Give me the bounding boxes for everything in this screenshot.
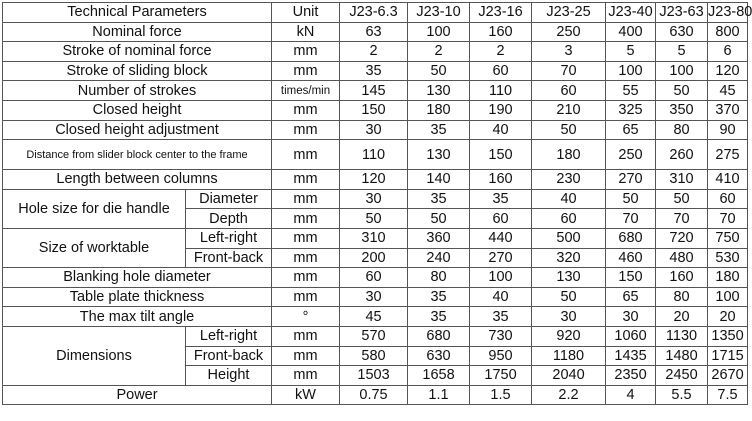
- value-cell: 1130: [656, 326, 708, 346]
- table-row: [3, 100, 748, 120]
- row-label: Closed height: [3, 100, 272, 120]
- table-row: [3, 268, 748, 288]
- value-cell: 110: [470, 81, 532, 101]
- value-cell: 680: [408, 326, 470, 346]
- value-cell: 2040: [532, 366, 606, 386]
- row-label: The max tilt angle: [3, 307, 272, 327]
- spec-table: [2, 2, 752, 405]
- unit-cell: mm: [272, 120, 340, 140]
- value-cell: 120: [340, 170, 408, 190]
- row-label: Closed height adjustment: [3, 120, 272, 140]
- value-cell: 530: [708, 248, 748, 268]
- row-label: Diameter: [186, 189, 272, 209]
- unit-cell: mm: [272, 170, 340, 190]
- value-cell: 70: [656, 209, 708, 229]
- value-cell: 240: [408, 248, 470, 268]
- value-cell: 80: [656, 120, 708, 140]
- value-cell: 2: [408, 42, 470, 62]
- table-row: [3, 228, 748, 248]
- value-cell: 270: [606, 170, 656, 190]
- value-cell: 30: [532, 307, 606, 327]
- header-model: J23-25: [532, 3, 606, 23]
- value-cell: 0.75: [340, 385, 408, 405]
- value-cell: 45: [340, 307, 408, 327]
- value-cell: 35: [470, 189, 532, 209]
- value-cell: 20: [708, 307, 748, 327]
- value-cell: 70: [606, 209, 656, 229]
- value-cell: 570: [340, 326, 408, 346]
- value-cell: 40: [532, 189, 606, 209]
- table-row: [3, 326, 748, 346]
- value-cell: 35: [470, 307, 532, 327]
- value-cell: 160: [470, 22, 532, 42]
- row-label: Power: [3, 385, 272, 405]
- value-cell: 110: [340, 140, 408, 170]
- value-cell: 90: [708, 120, 748, 140]
- unit-cell: mm: [272, 248, 340, 268]
- value-cell: 130: [408, 81, 470, 101]
- value-cell: 500: [532, 228, 606, 248]
- value-cell: 180: [408, 100, 470, 120]
- table-row: [3, 81, 748, 101]
- unit-cell: mm: [272, 61, 340, 81]
- value-cell: 35: [408, 307, 470, 327]
- value-cell: 920: [532, 326, 606, 346]
- value-cell: 1350: [708, 326, 748, 346]
- value-cell: 2350: [606, 366, 656, 386]
- value-cell: 1180: [532, 346, 606, 366]
- value-cell: 35: [408, 287, 470, 307]
- value-cell: 1715: [708, 346, 748, 366]
- value-cell: 140: [408, 170, 470, 190]
- group-label: Dimensions: [3, 326, 186, 385]
- value-cell: 100: [470, 268, 532, 288]
- row-label: Blanking hole diameter: [3, 268, 272, 288]
- value-cell: 50: [532, 120, 606, 140]
- value-cell: 1750: [470, 366, 532, 386]
- value-cell: 65: [606, 287, 656, 307]
- value-cell: 1060: [606, 326, 656, 346]
- value-cell: 50: [340, 209, 408, 229]
- group-label: Hole size for die handle: [3, 189, 186, 228]
- value-cell: 720: [656, 228, 708, 248]
- value-cell: 400: [606, 22, 656, 42]
- value-cell: 950: [470, 346, 532, 366]
- value-cell: 145: [340, 81, 408, 101]
- value-cell: 260: [656, 140, 708, 170]
- row-label: Left-right: [186, 228, 272, 248]
- unit-cell: °: [272, 307, 340, 327]
- value-cell: 20: [656, 307, 708, 327]
- unit-cell: mm: [272, 346, 340, 366]
- row-label: Front-back: [186, 248, 272, 268]
- value-cell: 800: [708, 22, 748, 42]
- value-cell: 5.5: [656, 385, 708, 405]
- value-cell: 200: [340, 248, 408, 268]
- table-row: [3, 140, 748, 170]
- value-cell: 30: [340, 120, 408, 140]
- value-cell: 320: [532, 248, 606, 268]
- value-cell: 6: [708, 42, 748, 62]
- value-cell: 40: [470, 287, 532, 307]
- value-cell: 2450: [656, 366, 708, 386]
- value-cell: 35: [408, 189, 470, 209]
- unit-cell: mm: [272, 287, 340, 307]
- value-cell: 750: [708, 228, 748, 248]
- row-label: Depth: [186, 209, 272, 229]
- value-cell: 2.2: [532, 385, 606, 405]
- value-cell: 70: [708, 209, 748, 229]
- row-label: Left-right: [186, 326, 272, 346]
- value-cell: 50: [656, 81, 708, 101]
- value-cell: 5: [656, 42, 708, 62]
- header-model: J23-16: [470, 3, 532, 23]
- value-cell: 460: [606, 248, 656, 268]
- table-row: [3, 287, 748, 307]
- unit-cell: kN: [272, 22, 340, 42]
- row-label: Height: [186, 366, 272, 386]
- value-cell: 150: [340, 100, 408, 120]
- value-cell: 275: [708, 140, 748, 170]
- unit-cell: mm: [272, 268, 340, 288]
- unit-cell: times/min: [272, 81, 340, 101]
- table-row: [3, 189, 748, 209]
- row-label: Front-back: [186, 346, 272, 366]
- value-cell: 270: [470, 248, 532, 268]
- value-cell: 35: [408, 120, 470, 140]
- header-param-label: Technical Parameters: [3, 3, 272, 23]
- value-cell: 70: [532, 61, 606, 81]
- row-label: Nominal force: [3, 22, 272, 42]
- value-cell: 100: [606, 61, 656, 81]
- value-cell: 35: [340, 61, 408, 81]
- value-cell: 7.5: [708, 385, 748, 405]
- value-cell: 630: [408, 346, 470, 366]
- row-label: Stroke of sliding block: [3, 61, 272, 81]
- value-cell: 50: [656, 189, 708, 209]
- unit-cell: mm: [272, 189, 340, 209]
- value-cell: 160: [656, 268, 708, 288]
- value-cell: 1435: [606, 346, 656, 366]
- value-cell: 60: [470, 209, 532, 229]
- value-cell: 120: [708, 61, 748, 81]
- value-cell: 250: [532, 22, 606, 42]
- unit-cell: mm: [272, 140, 340, 170]
- value-cell: 80: [408, 268, 470, 288]
- value-cell: 100: [408, 22, 470, 42]
- value-cell: 65: [606, 120, 656, 140]
- value-cell: 680: [606, 228, 656, 248]
- value-cell: 210: [532, 100, 606, 120]
- table-row: [3, 42, 748, 62]
- value-cell: 180: [532, 140, 606, 170]
- value-cell: 60: [708, 189, 748, 209]
- value-cell: 440: [470, 228, 532, 248]
- header-model: J23-80: [708, 4, 752, 21]
- unit-cell: mm: [272, 228, 340, 248]
- value-cell: 100: [708, 287, 748, 307]
- value-cell: 50: [532, 287, 606, 307]
- unit-cell: mm: [272, 100, 340, 120]
- value-cell: 1658: [408, 366, 470, 386]
- header-model: J23-10: [408, 3, 470, 23]
- value-cell: 160: [470, 170, 532, 190]
- value-cell: 130: [532, 268, 606, 288]
- header-model: J23-6.3: [340, 3, 408, 23]
- value-cell: 190: [470, 100, 532, 120]
- header-row: [3, 3, 748, 23]
- value-cell: 2: [340, 42, 408, 62]
- value-cell: 310: [340, 228, 408, 248]
- unit-cell: mm: [272, 209, 340, 229]
- value-cell: 60: [532, 209, 606, 229]
- row-label: Distance from slider block center to the frame: [3, 140, 272, 170]
- value-cell: 60: [532, 81, 606, 101]
- value-cell: 40: [470, 120, 532, 140]
- value-cell: 63: [340, 22, 408, 42]
- value-cell: 4: [606, 385, 656, 405]
- row-label: Length between columns: [3, 170, 272, 190]
- value-cell: 580: [340, 346, 408, 366]
- row-label: Number of strokes: [3, 81, 272, 101]
- value-cell: 100: [656, 61, 708, 81]
- table-row: [3, 22, 748, 42]
- unit-cell: mm: [272, 366, 340, 386]
- value-cell: 55: [606, 81, 656, 101]
- value-cell: 60: [340, 268, 408, 288]
- value-cell: 30: [340, 287, 408, 307]
- header-model: J23-63: [656, 3, 708, 23]
- value-cell: 230: [532, 170, 606, 190]
- value-cell: 250: [606, 140, 656, 170]
- table-row: [3, 120, 748, 140]
- value-cell: 30: [340, 189, 408, 209]
- value-cell: 150: [606, 268, 656, 288]
- table-row: [3, 307, 748, 327]
- table-row: [3, 61, 748, 81]
- table-row: [3, 385, 748, 405]
- value-cell: 150: [470, 140, 532, 170]
- value-cell: 730: [470, 326, 532, 346]
- value-cell: 1503: [340, 366, 408, 386]
- value-cell: 350: [656, 100, 708, 120]
- value-cell: 2670: [708, 366, 748, 386]
- value-cell: 310: [656, 170, 708, 190]
- value-cell: 50: [408, 209, 470, 229]
- value-cell: 370: [708, 100, 748, 120]
- value-cell: 60: [470, 61, 532, 81]
- unit-cell: mm: [272, 42, 340, 62]
- header-model: J23-40: [606, 3, 656, 23]
- value-cell: 360: [408, 228, 470, 248]
- value-cell: 480: [656, 248, 708, 268]
- value-cell: 630: [656, 22, 708, 42]
- value-cell: 1.1: [408, 385, 470, 405]
- value-cell: 50: [606, 189, 656, 209]
- value-cell: 1480: [656, 346, 708, 366]
- value-cell: 130: [408, 140, 470, 170]
- value-cell: 45: [708, 81, 748, 101]
- value-cell: 5: [606, 42, 656, 62]
- value-cell: 410: [708, 170, 748, 190]
- table-row: [3, 170, 748, 190]
- group-label: Size of worktable: [3, 228, 186, 267]
- row-label: Stroke of nominal force: [3, 42, 272, 62]
- value-cell: 2: [470, 42, 532, 62]
- header-unit-label: Unit: [272, 3, 340, 23]
- value-cell: 30: [606, 307, 656, 327]
- value-cell: 325: [606, 100, 656, 120]
- value-cell: 50: [408, 61, 470, 81]
- value-cell: 180: [708, 268, 748, 288]
- value-cell: 1.5: [470, 385, 532, 405]
- spec-table-body: [3, 3, 752, 405]
- unit-cell: mm: [272, 326, 340, 346]
- unit-cell: kW: [272, 385, 340, 405]
- row-label: Table plate thickness: [3, 287, 272, 307]
- value-cell: 80: [656, 287, 708, 307]
- value-cell: 3: [532, 42, 606, 62]
